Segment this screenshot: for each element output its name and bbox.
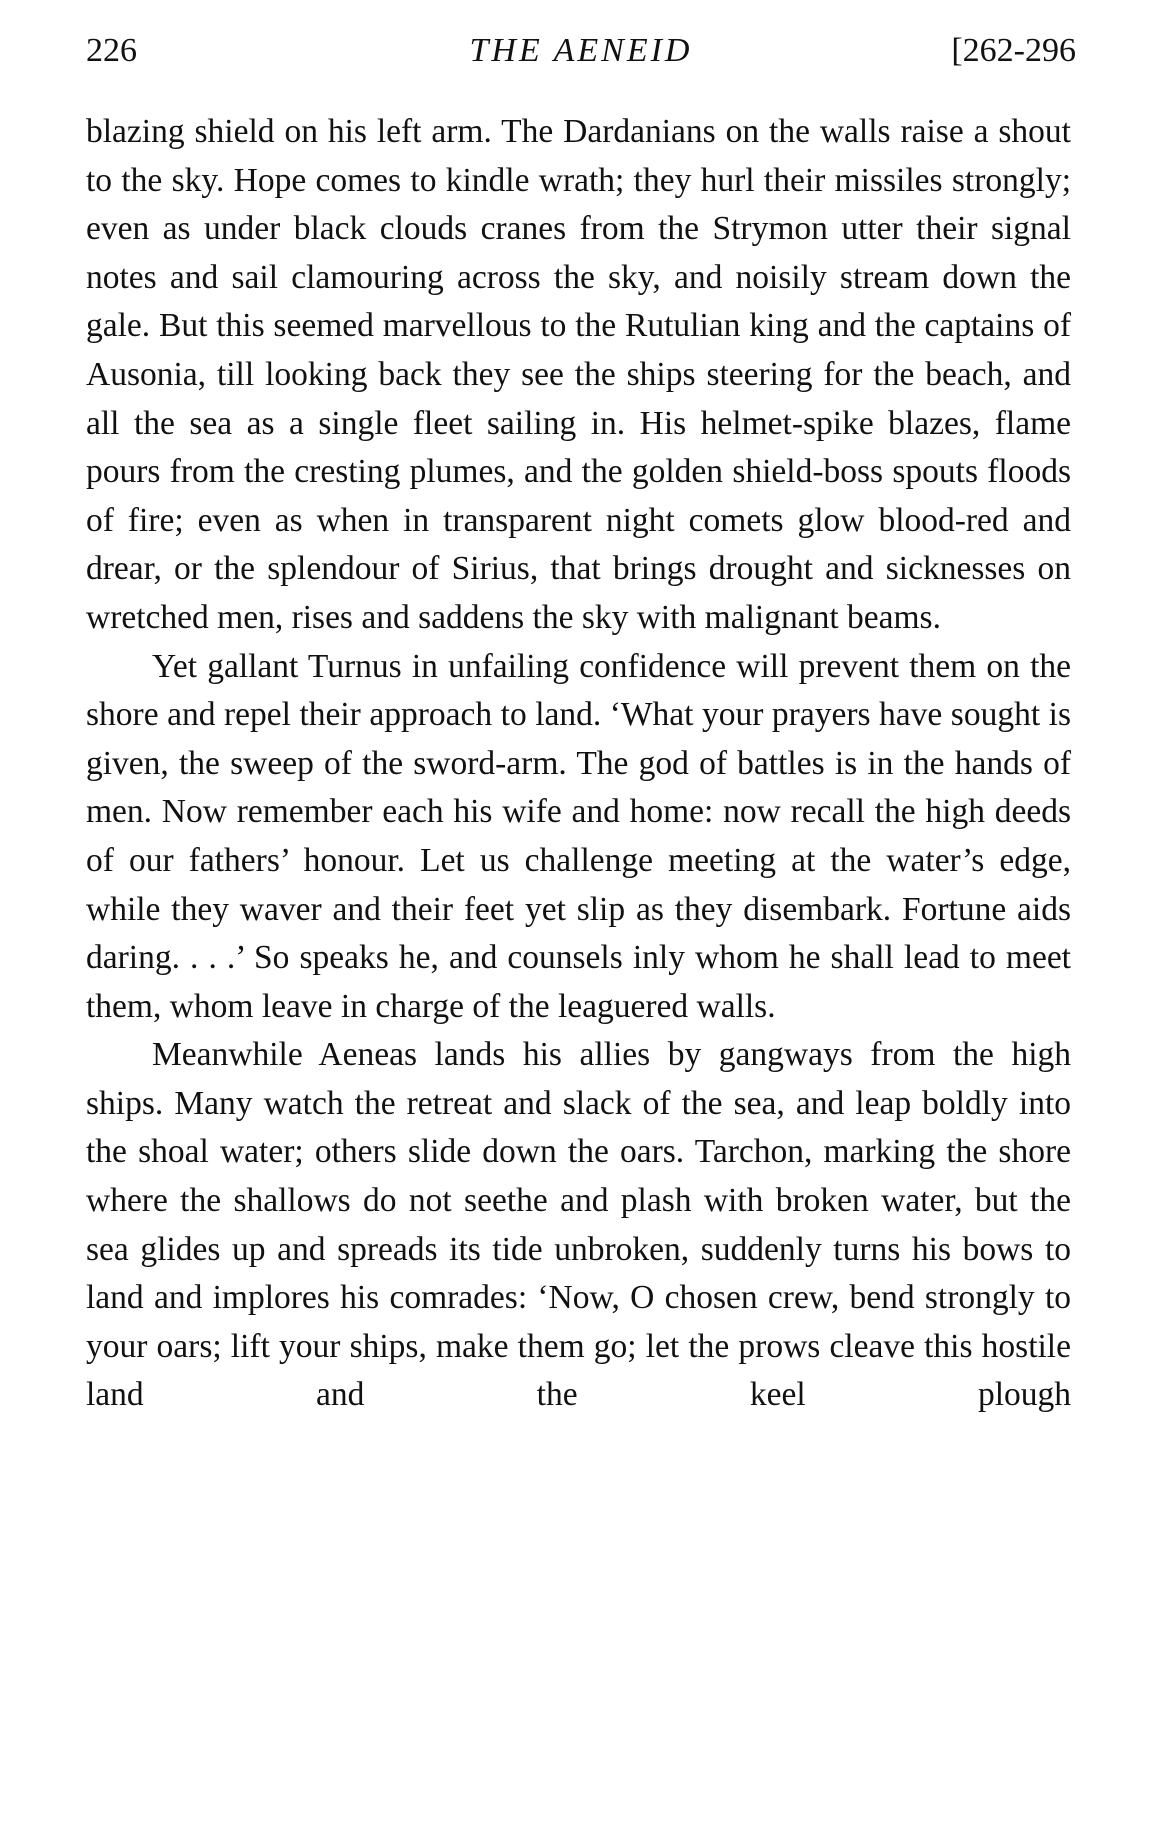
line-range: [262-296 <box>951 32 1076 69</box>
running-head <box>86 32 1076 82</box>
book-title: THE AENEID <box>469 32 693 69</box>
paragraph-aeneas-lands: Meanwhile Aeneas lands his allies by gangways from the high ships. Many watch the retreat and slack of the sea, and leap boldly into the shoal water; others slide down the oars. Tarchon, marking the shore where the shallows do not seethe and plash with broken water, but the sea glides up and spreads its tide unbroken, suddenly turns his bows to land and implores his comrades: ‘Now, O chosen crew, bend strongly to your oars; lift your ships, make them go; let the prows cleave this hostile land and the keel plough <box>86 1036 1071 1414</box>
paragraph-turnus: Yet gallant Turnus in unfailing confidence will prevent them on the shore and repel their approach to land. ‘What your prayers have sought is given, the sweep of the sword-arm. The god of battles is in the hands of men. Now remember each his wife and home: now recall the high deeds of our fathers’ honour. Let us challenge meeting at the water’s edge, while they waver and their feet yet slip as they disembark. Fortune aids daring. . . .’ So speaks he, and counsels inly whom he shall lead to meet them, whom leave in charge of the leaguered walls. <box>86 647 1071 1025</box>
body-text <box>86 108 1071 1420</box>
page-number: 226 <box>86 32 137 69</box>
paragraph-continued: blazing shield on his left arm. The Dardanians on the walls raise a shout to the sky. Hope comes to kindle wrath; they hurl their missiles strongly; even as under black clouds cranes from the Strymon utter their signal notes and sail clamouring across the sky, and noisily stream down the gale. But this seemed marvellous to the Rutulian king and the captains of Ausonia, till looking back they see the ships steering for the beach, and all the sea as a single fleet sailing in. His helmet-spike blazes, flame pours from the cresting plumes, and the golden shield-boss spouts floods of fire; even as when in transparent night comets glow blood-red and drear, or the splendour of Sirius, that brings drought and sicknesses on wretched men, rises and saddens the sky with malignant beams. <box>86 113 1071 636</box>
